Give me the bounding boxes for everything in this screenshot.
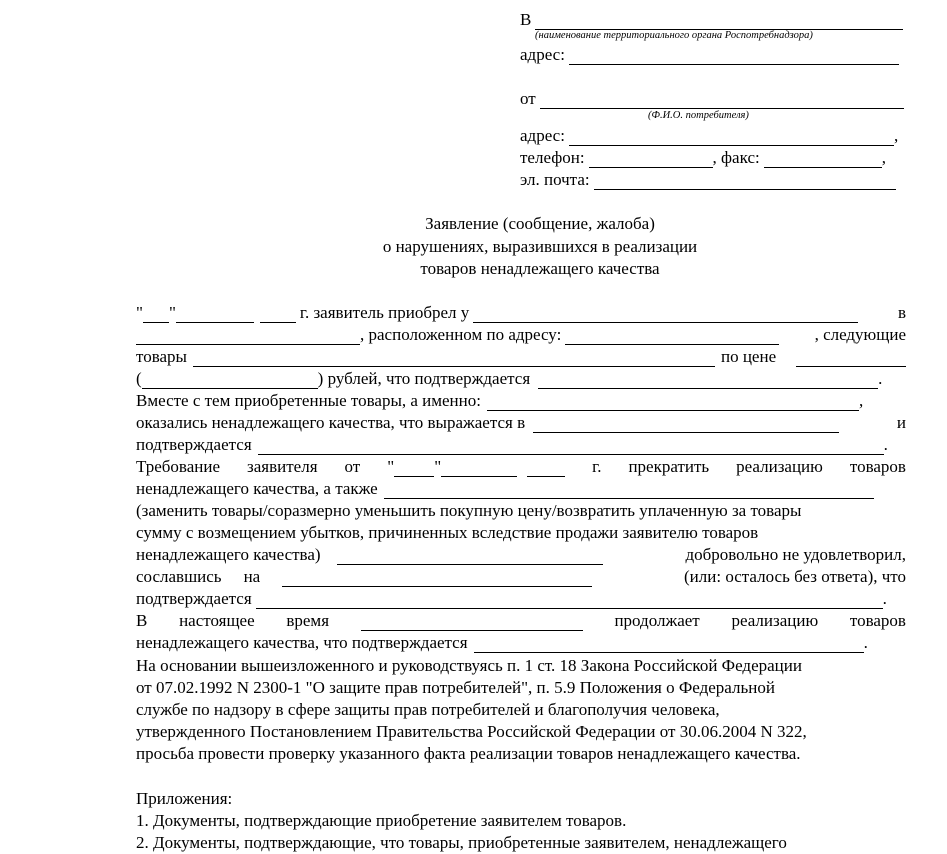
- request-day-blank[interactable]: [394, 461, 434, 477]
- seller-name-blank[interactable]: [337, 549, 603, 565]
- address1-label: адрес:: [520, 45, 565, 64]
- word: Требование: [136, 457, 221, 476]
- comma: ,: [858, 391, 864, 410]
- price-blank[interactable]: [796, 351, 906, 367]
- paren-open: (: [136, 369, 142, 388]
- address1-blank[interactable]: [569, 49, 899, 65]
- body-line-12: [136, 545, 906, 565]
- request-month-blank[interactable]: [441, 461, 517, 477]
- phone-blank[interactable]: [589, 152, 713, 168]
- body-line-6: [136, 413, 906, 433]
- word: настоящее: [179, 611, 255, 630]
- to-prefix: В: [520, 10, 532, 29]
- word: реализацию: [736, 457, 823, 476]
- also-blank[interactable]: [384, 483, 874, 499]
- title-line-2: о нарушениях, выразившихся в реализации: [382, 237, 698, 256]
- word: г.: [592, 457, 602, 476]
- word: В: [136, 611, 148, 630]
- word: реализацию: [731, 611, 819, 630]
- body-line-4: [136, 369, 906, 389]
- word: заявителя: [247, 457, 318, 476]
- quote-open: ": [387, 457, 395, 476]
- quality-text: ненадлежащего качества): [136, 545, 321, 564]
- also-text: ненадлежащего качества, а также: [136, 479, 378, 498]
- fax-blank[interactable]: [764, 152, 882, 168]
- body-line-8: [136, 457, 906, 477]
- word: товаров: [849, 611, 906, 630]
- request-line-3: службе по надзору в сфере защиты прав потребителей и благополучия человека,: [136, 700, 720, 719]
- request-line-2: от 07.02.1992 N 2300-1 "О защите прав потребителей", п. 5.9 Положения о Федеральной: [136, 678, 775, 697]
- sender-blank[interactable]: [540, 93, 904, 109]
- body-line-15: [136, 611, 906, 631]
- email-label: эл. почта:: [520, 170, 590, 189]
- month-blank[interactable]: [176, 307, 254, 323]
- fax-label: , факс:: [712, 148, 760, 167]
- no-answer-text: (или: осталось без ответа), что: [684, 567, 906, 586]
- attachment-item-2: 2. Документы, подтверждающие, что товары, приобретенные заявителем, ненадлежащего: [136, 833, 787, 852]
- body-line-3: [136, 347, 906, 367]
- goods-blank[interactable]: [193, 351, 715, 367]
- day-blank[interactable]: [143, 307, 169, 323]
- purchase-text: г. заявитель приобрел у: [299, 303, 470, 322]
- period: .: [883, 435, 888, 454]
- body-line-5: [136, 391, 906, 411]
- defect-text: оказались ненадлежащего качества, что выражается в: [136, 413, 526, 432]
- recipient-blank[interactable]: [535, 14, 903, 30]
- word: товаров: [849, 457, 906, 476]
- request-line-4: утвержденного Постановлением Правительства Российской Федерации от 30.06.2004 N 322,: [136, 722, 807, 741]
- body-line-16: [136, 633, 906, 653]
- address2-label: адрес:: [520, 126, 565, 145]
- located-text: , расположенном по адресу:: [360, 325, 562, 344]
- body-line-7: [136, 435, 906, 455]
- refusal-proof-blank[interactable]: [256, 593, 883, 609]
- from-prefix: от: [520, 89, 536, 108]
- title-line-1: Заявление (сообщение, жалоба): [425, 214, 655, 233]
- phone-label: телефон:: [520, 148, 585, 167]
- not-satisfied-text: добровольно не удовлетворил,: [685, 545, 906, 564]
- body-line-10: (заменить товары/соразмерно уменьшить покупную цену/возвратить уплаченную за товары: [136, 501, 802, 520]
- sender-line: [520, 89, 904, 109]
- period: .: [863, 633, 868, 652]
- store-blank[interactable]: [136, 329, 360, 345]
- body-line-9: [136, 479, 906, 499]
- period: .: [882, 589, 887, 608]
- address1-line: [520, 45, 899, 65]
- reason-blank[interactable]: [282, 571, 592, 587]
- address2-comma: ,: [893, 126, 899, 145]
- referring-word: сославшись: [136, 567, 222, 586]
- confirmation-blank[interactable]: [538, 373, 878, 389]
- price-words-blank[interactable]: [142, 373, 318, 389]
- attachments-heading: Приложения:: [136, 789, 233, 808]
- in-word: в: [897, 303, 906, 322]
- attachment-item-1: 1. Документы, подтверждающие приобретение заявителем товаров.: [136, 811, 627, 830]
- address2-blank[interactable]: [569, 130, 894, 146]
- on-word: на: [243, 567, 261, 586]
- confirmed-word: подтверждается: [136, 435, 252, 454]
- defect-blank[interactable]: [533, 417, 839, 433]
- body-line-13: [136, 567, 906, 587]
- price-label: по цене: [720, 347, 777, 366]
- goods-namely-text: Вместе с тем приобретенные товары, а именно:: [136, 391, 481, 410]
- word: время: [286, 611, 330, 630]
- confirmed-text: ) рублей, что подтверждается: [317, 369, 531, 388]
- quote-close: ": [168, 303, 176, 322]
- word: продолжает: [614, 611, 700, 630]
- body-line-2: [136, 325, 906, 345]
- quote-open: ": [136, 303, 143, 322]
- body-line-1: [136, 303, 906, 323]
- store-address-blank[interactable]: [565, 329, 779, 345]
- current-time-blank[interactable]: [361, 615, 583, 631]
- email-blank[interactable]: [594, 174, 896, 190]
- request-line-1: На основании вышеизложенного и руководствуясь п. 1 ст. 18 Закона Российской Федерации: [136, 656, 802, 675]
- recipient-line: [520, 10, 903, 30]
- quote-close: ": [434, 457, 442, 476]
- request-line-5: просьба провести проверку указанного факта реализации товаров ненадлежащего качества.: [136, 744, 801, 763]
- word: прекратить: [628, 457, 710, 476]
- goods-word: товары: [136, 347, 187, 366]
- address2-line: [520, 126, 898, 146]
- recipient-caption: (наименование территориального органа Роспотребнадзора): [535, 30, 813, 41]
- body-line-11: сумму с возмещением убытков, причиненных вследствие продажи заявителю товаров: [136, 523, 759, 542]
- continues-proof-blank[interactable]: [474, 637, 864, 653]
- email-line: [520, 170, 896, 190]
- confirmed-word: подтверждается: [136, 589, 252, 608]
- and-word: и: [896, 413, 906, 432]
- title-line-3: товаров ненадлежащего качества: [420, 259, 660, 278]
- word: от: [344, 457, 361, 476]
- goods-namely-blank[interactable]: [487, 395, 859, 411]
- continues-confirm-text: ненадлежащего качества, что подтверждается: [136, 633, 468, 652]
- phone-comma: ,: [881, 148, 886, 167]
- period: .: [878, 369, 883, 388]
- following-text: , следующие: [814, 325, 906, 344]
- body-line-14: [136, 589, 906, 609]
- sender-caption: (Ф.И.О. потребителя): [648, 110, 749, 121]
- phone-line: [520, 148, 886, 168]
- request-date: [387, 457, 565, 477]
- year-blank[interactable]: [260, 307, 296, 323]
- request-year-blank[interactable]: [527, 461, 565, 477]
- seller-blank[interactable]: [473, 307, 858, 323]
- defect-proof-blank[interactable]: [258, 439, 884, 455]
